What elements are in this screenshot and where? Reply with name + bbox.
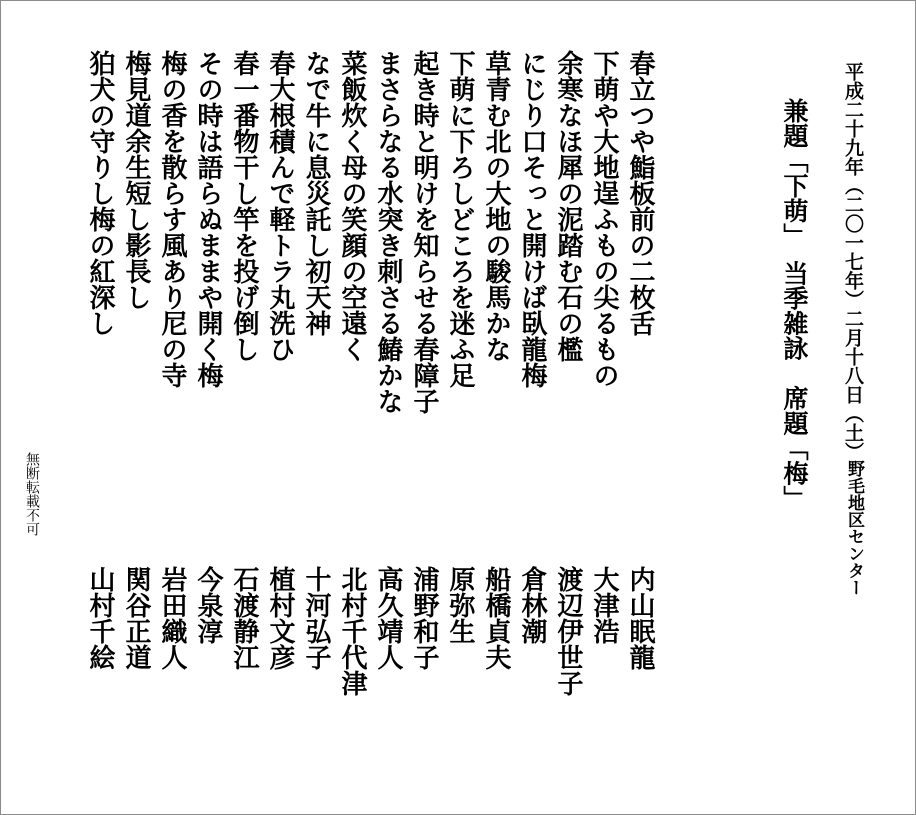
haiku-line: 下萌に下ろしどころを迷ふ足	[445, 50, 475, 388]
author-name: 北村千代津	[337, 566, 367, 696]
author-name: 山村千絵	[85, 566, 115, 670]
author-name: 高久靖人	[373, 566, 403, 670]
author-name: 倉林潮	[517, 566, 547, 644]
copyright-notice: 無断転載不可	[24, 452, 40, 536]
author-name: 原弥生	[445, 566, 475, 644]
haiku-line: 起き時と明けを知らせる春障子	[409, 50, 439, 414]
haiku-line: まさらなる水突き刺さる鰆かな	[373, 50, 403, 414]
haiku-line: 春一番物干し竿を投げ倒し	[229, 50, 259, 362]
haiku-line: 草青む北の大地の駿馬かな	[481, 50, 511, 362]
author-name: 内山眠龍	[625, 566, 655, 670]
haiku-line: 春立つや鮨板前の二枚舌	[625, 50, 655, 336]
author-name: 船橋貞夫	[481, 566, 511, 670]
haiku-line: 狛犬の守りし梅の紅深し	[85, 50, 115, 336]
author-name: 今泉淳	[193, 566, 223, 644]
author-name: 大津浩	[589, 566, 619, 644]
author-name: 渡辺伊世子	[553, 566, 583, 696]
haiku-line: なで牛に息災託し初天神	[301, 50, 331, 336]
haiku-line: 下萌や大地逞ふもの尖るもの	[589, 50, 619, 388]
author-name: 十河弘子	[301, 566, 331, 670]
haiku-line: 菜飯炊く母の笑顔の空遠く	[337, 50, 367, 362]
theme-line: 兼題「下萌」 当季雑詠 席題「梅」	[780, 98, 809, 511]
author-name: 石渡静江	[229, 566, 259, 670]
author-name: 岩田織人	[157, 566, 187, 670]
haiku-line: その時は語らぬままや開く梅	[193, 50, 223, 388]
author-name: 浦野和子	[409, 566, 439, 670]
haiku-line: 梅の香を散らす風あり尼の寺	[157, 50, 187, 388]
venue-line: 野毛地区センター	[844, 460, 864, 596]
date-line: 平成二十九年（二〇一七年）二月十八日（土）	[842, 62, 864, 461]
author-name: 関谷正道	[121, 566, 151, 670]
haiku-line: 余寒なほ犀の泥踏む石の檻	[553, 50, 583, 362]
haiku-line: 梅見道余生短し影長し	[121, 50, 151, 310]
author-name: 植村文彦	[265, 566, 295, 670]
haiku-line: 春大根積んで軽トラ丸洗ひ	[265, 50, 295, 362]
haiku-line: にじり口そっと開けば臥龍梅	[517, 50, 547, 388]
